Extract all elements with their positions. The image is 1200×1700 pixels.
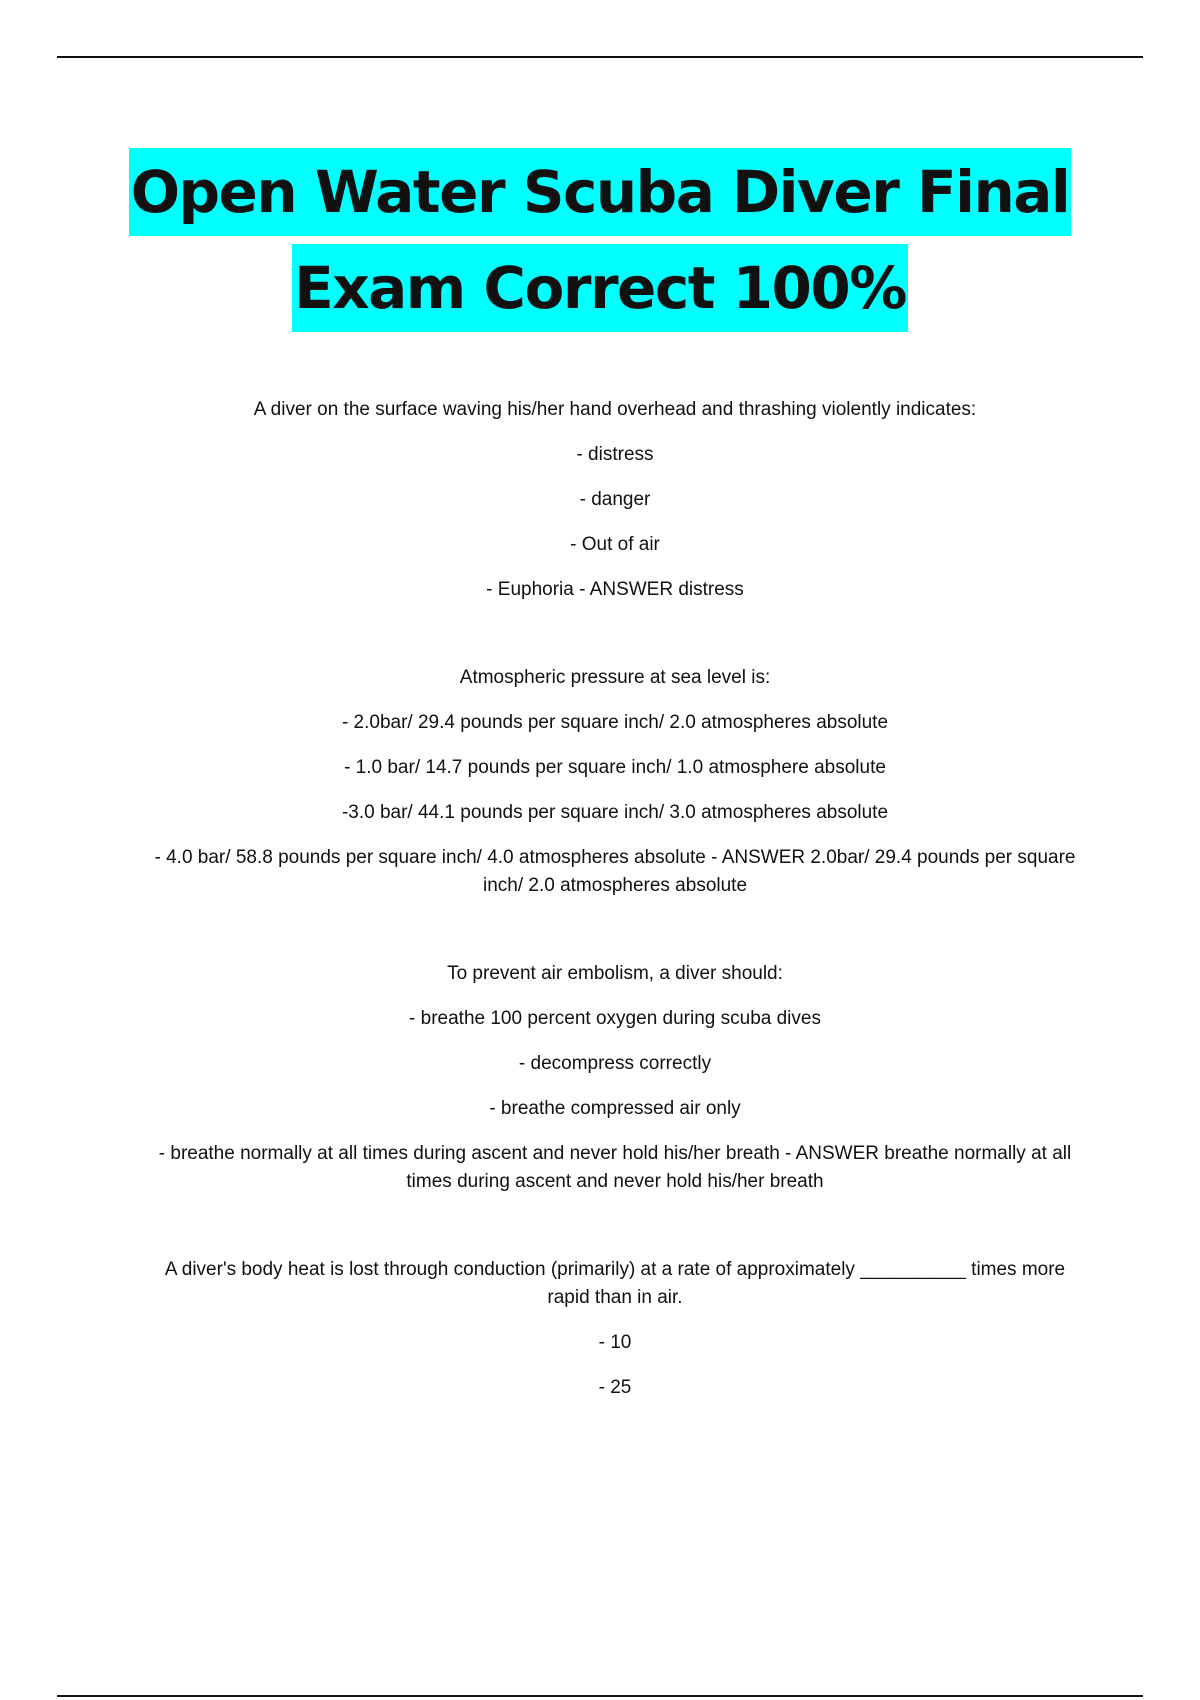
footer-rule (57, 1695, 1143, 1697)
question-text: A diver on the surface waving his/her hand overhead and thrashing violently indicates: (253, 399, 977, 420)
answer-option: -3.0 bar/ 44.1 pounds per square inch/ 3.0 atmospheres absolute (341, 802, 889, 823)
answer-option: - 10 (598, 1332, 632, 1353)
answer-option-with-key: - breathe normally at all times during ascent and never hold his/her breath - ANSWER breathe normally at all times during ascent and never hold his/her breath (158, 1143, 1072, 1192)
answer-option: - 2.0bar/ 29.4 pounds per square inch/ 2.0 atmospheres absolute (341, 712, 889, 733)
question-block-2 (150, 664, 1080, 900)
answer-option: - Out of air (570, 534, 660, 555)
answer-option: - 1.0 bar/ 14.7 pounds per square inch/ 1.0 atmosphere absolute (344, 757, 886, 778)
answer-option-with-key: - 4.0 bar/ 58.8 pounds per square inch/ 4.0 atmospheres absolute - ANSWER 2.0bar/ 29.4 pounds per square inch/ 2.0 atmospheres absolute (154, 847, 1076, 896)
answer-option: - breathe compressed air only (489, 1098, 741, 1119)
title-line-2: Exam Correct 100% (292, 244, 908, 332)
answer-option: - distress (576, 444, 654, 465)
question-block-3 (150, 960, 1080, 1196)
answer-option: - decompress correctly (518, 1053, 712, 1074)
question-text: To prevent air embolism, a diver should: (447, 963, 783, 984)
answer-option: - 25 (598, 1377, 632, 1398)
title-line-1: Open Water Scuba Diver Final (129, 148, 1072, 236)
document-body (150, 396, 1080, 1462)
question-text: Atmospheric pressure at sea level is: (459, 667, 771, 688)
question-block-1 (150, 396, 1080, 604)
answer-option: - danger (579, 489, 651, 510)
answer-option: - breathe 100 percent oxygen during scuba dives (409, 1008, 821, 1029)
answer-option-with-key: - Euphoria - ANSWER distress (486, 579, 744, 600)
header-rule (57, 56, 1143, 58)
question-block-4 (150, 1256, 1080, 1402)
document-title (100, 144, 1100, 336)
question-text: A diver's body heat is lost through conduction (primarily) at a rate of approximately __________ times more rapid than in air. (164, 1259, 1066, 1308)
